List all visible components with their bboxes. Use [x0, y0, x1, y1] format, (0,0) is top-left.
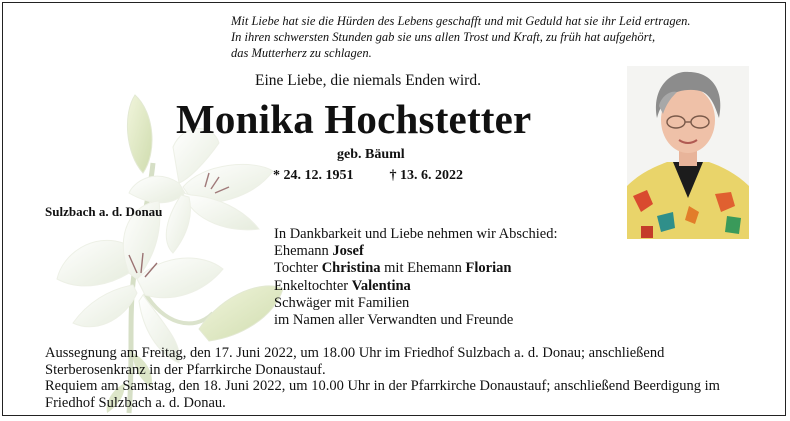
mourner-relation: Tochter: [274, 260, 322, 277]
motto-line-1: Mit Liebe hat sie die Hürden des Lebens geschafft und mit Geduld hat sie ihr Leid ertragen.: [231, 14, 691, 28]
mourner-grandchild: [274, 278, 557, 295]
mourner-daughter: [274, 260, 557, 277]
blessing-service: Aussegnung am Freitag, den 17. Juni 2022, um 18.00 Uhr im Friedhof Sulzbach a. d. Donau; anschließend Sterberosenkranz in der Pfarrkirche Donaustauf.: [45, 345, 665, 378]
life-dates: [273, 168, 463, 184]
service-details: [45, 345, 753, 411]
mourner-name: Valentina: [351, 277, 411, 294]
residence-place: Sulzbach a. d. Donau: [45, 204, 163, 219]
mourner-name: Josef: [332, 243, 364, 260]
mourner-relation: Enkeltochter: [274, 277, 352, 294]
mourner-name: Florian: [465, 260, 512, 277]
mourner-husband: [274, 243, 557, 260]
mourner-relation: Ehemann: [274, 243, 333, 260]
requiem-service: Requiem am Samstag, den 18. Juni 2022, um 10.00 Uhr in der Pfarrkirche Donaustauf; anschließend Beerdigung im Friedhof Sulzbach a. d. Donau.: [45, 378, 720, 411]
birth-name: geb. Bäuml: [337, 147, 405, 162]
birth-date: * 24. 12. 1951: [273, 168, 354, 183]
mourner-relatives: im Namen aller Verwandten und Freunde: [274, 312, 514, 329]
portrait-photo: [627, 66, 749, 239]
portrait-image: [627, 66, 749, 239]
death-date: † 13. 6. 2022: [389, 168, 463, 183]
motto-line-2: In ihren schwersten Stunden gab sie uns allen Trost und Kraft, zu früh hat aufgehört,: [231, 30, 656, 44]
obituary-notice: [2, 2, 786, 416]
mourner-relation: mit Ehemann: [380, 260, 466, 277]
deceased-name: Monika Hochstetter: [176, 96, 532, 142]
motto-line-3: das Mutterherz zu schlagen.: [231, 46, 372, 60]
motto-verse: [231, 13, 771, 61]
mourner-siblings-in-law: Schwäger mit Familien: [274, 294, 410, 311]
tagline: Eine Liebe, die niemals Enden wird.: [255, 72, 481, 89]
mourner-name: Christina: [321, 260, 381, 277]
farewell-line: In Dankbarkeit und Liebe nehmen wir Abschied:: [274, 226, 558, 242]
mourners-list: [274, 226, 557, 329]
